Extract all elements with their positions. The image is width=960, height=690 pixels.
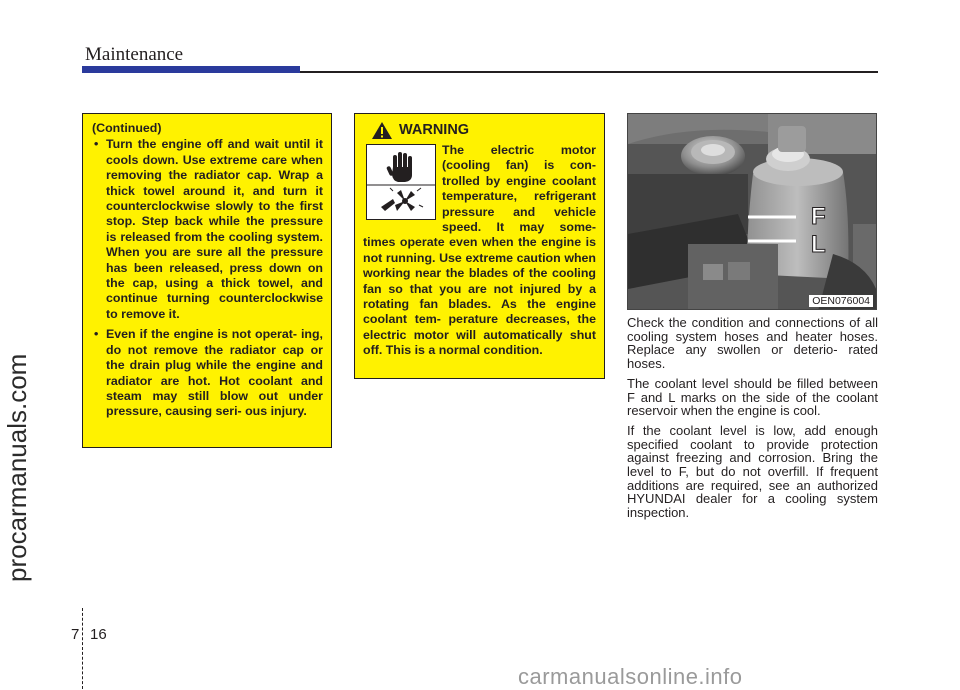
rotating-fan-icon [381,188,423,211]
warning-header [371,120,596,140]
warning-title: WARNING [399,122,470,138]
paragraph-low-coolant: If the coolant level is low, add enough specified coolant to provide protection against freezing and corrosion. Bring the level to F, but do not overfill. If frequent additions are required, see an authorized HYUNDAI dealer for a cooling system inspection. [627,422,878,521]
photo-code: OEN076004 [809,295,873,307]
low-mark-label: L [811,231,826,258]
page-number: 16 [90,626,107,643]
header-rule [300,71,878,73]
stop-hand-icon [386,152,412,182]
continued-label: (Continued) [92,121,162,135]
paragraph-coolant-level: The coolant level should be filled between F and L marks on the side of the coolant reservoir when the engine is cool. [627,375,878,419]
full-mark-label: F [811,203,826,230]
caution-bullet-1: • Turn the engine off and wait until it cools down. Use extreme care when removing the radiator cap. Wrap a thick towel around it, and turn it counterclockwise slowly to the first stop. Step back while the pressure is released from the cooling system. When you are sure all the pressure has been released, press down on the cap, using a thick towel, and continue turning counterclockwise to remove it. [92,137,323,322]
body-text [627,316,878,526]
header-accent-bar [82,66,300,73]
bottom-watermark: carmanualsonline.info [518,664,743,689]
warning-box [354,113,605,379]
page-section-title: Maintenance [85,44,184,65]
fan-hazard-icon [366,144,436,220]
paragraph-inspect-hoses: Check the condition and connections of all cooling system hoses and heater hoses. Replace any swollen or deterio- rated hoses. [627,315,878,372]
caution-box [82,113,332,448]
caution-list [92,137,323,419]
coolant-reservoir-photo [627,113,877,310]
side-watermark: procarmanuals.com [2,353,32,582]
warning-text: The electric motor (cooling fan) is con- trolled by engine coolant temperature, refrigerant pressure and vehicle speed. It may some- times operate even when the engine is not running. Use extreme caution when working near the blades of the cooling fan so that you are not injured by a rotating fan blades. As the engine coolant tem- perature decreases, the electric motor will automatically shut off. This is a normal condition. [363,143,596,358]
warning-triangle-icon [371,121,393,140]
caution-bullet-2: • Even if the engine is not operat- ing, do not remove the radiator cap or the drain plug while the engine and radiator are hot. Hot coolant and steam may still blow out under pressure, causing seri- ous injury. [92,327,323,419]
chapter-number: 7 [71,626,80,643]
footer-divider [82,608,83,689]
